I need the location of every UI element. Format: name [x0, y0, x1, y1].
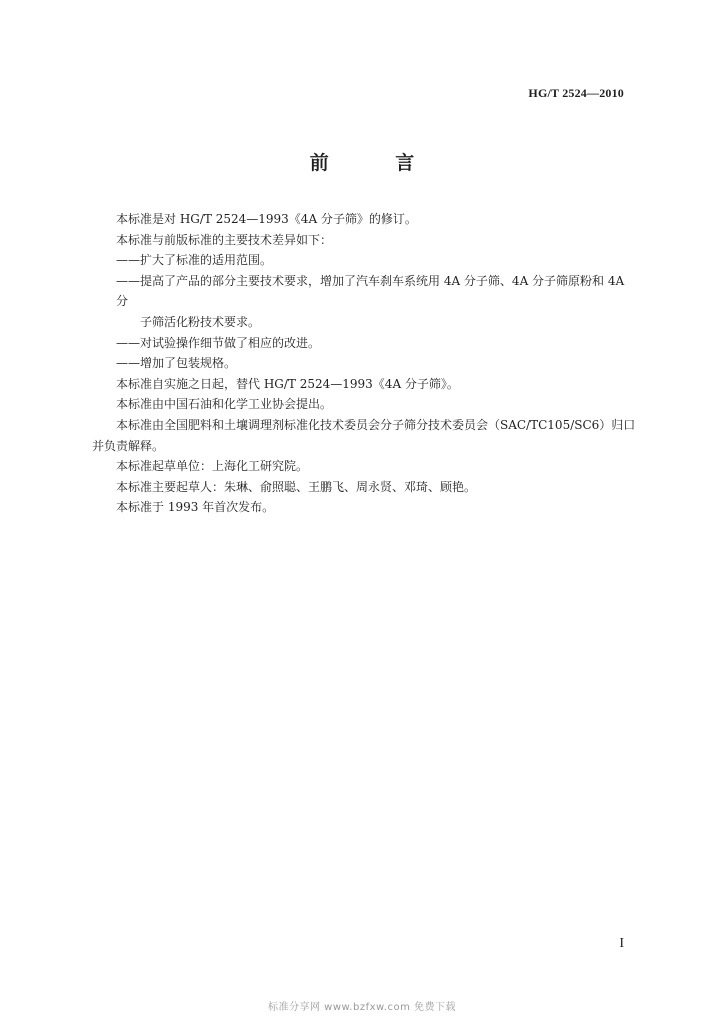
difference-item-text: ——扩大了标准的适用范围。: [116, 253, 273, 268]
standard-code: HG/T 2524—2010: [528, 86, 624, 100]
watermark: 标准分享网 www.bzfxw.com 免费下载: [268, 1002, 456, 1013]
page-title: 前 言: [309, 152, 445, 174]
page-number: I: [619, 936, 624, 951]
foreword-body: [92, 209, 637, 518]
paragraph-drafters: 本标准主要起草人：朱琳、俞照聪、王鹏飞、周永贤、邓琦、顾艳。: [116, 479, 477, 494]
paragraph-first-published: 本标准于 1993 年首次发布。: [116, 500, 275, 515]
difference-item-packaging: [92, 353, 637, 374]
paragraph-proposer: 本标准由中国石油和化学工业协会提出。: [116, 397, 333, 412]
difference-item-text: ——增加了包装规格。: [116, 356, 237, 371]
paragraph-drafting-unit: 本标准起草单位：上海化工研究院。: [116, 459, 309, 474]
paragraph-differences-intro: 本标准与前版标准的主要技术差异如下：: [116, 232, 333, 247]
difference-item-continuation: 子筛活化粉技术要求。: [140, 314, 261, 329]
paragraph-committee: [92, 415, 637, 436]
difference-item-text: ——提高了产品的部分主要技术要求，增加了汽车刹车系统用 4A 分子筛、4A 分子筛原粉和 4A 分: [116, 273, 625, 309]
difference-item-scope: [92, 250, 637, 271]
difference-item-requirements: [92, 271, 637, 333]
difference-item-text: ——对试验操作细节做了相应的改进。: [116, 335, 321, 350]
paragraph-committee-line1: 本标准由全国肥料和土壤调理剂标准化技术委员会分子筛分技术委员会（SAC/TC105/SC6）归口: [116, 417, 636, 432]
difference-item-test-details: [92, 333, 637, 354]
paragraph-revision: 本标准是对 HG/T 2524—1993《4A 分子筛》的修订。: [116, 212, 417, 226]
paragraph-replacement: 本标准自实施之日起，替代 HG/T 2524—1993《4A 分子筛》。: [116, 376, 459, 391]
paragraph-committee-cont: 并负责解释。: [92, 438, 165, 453]
